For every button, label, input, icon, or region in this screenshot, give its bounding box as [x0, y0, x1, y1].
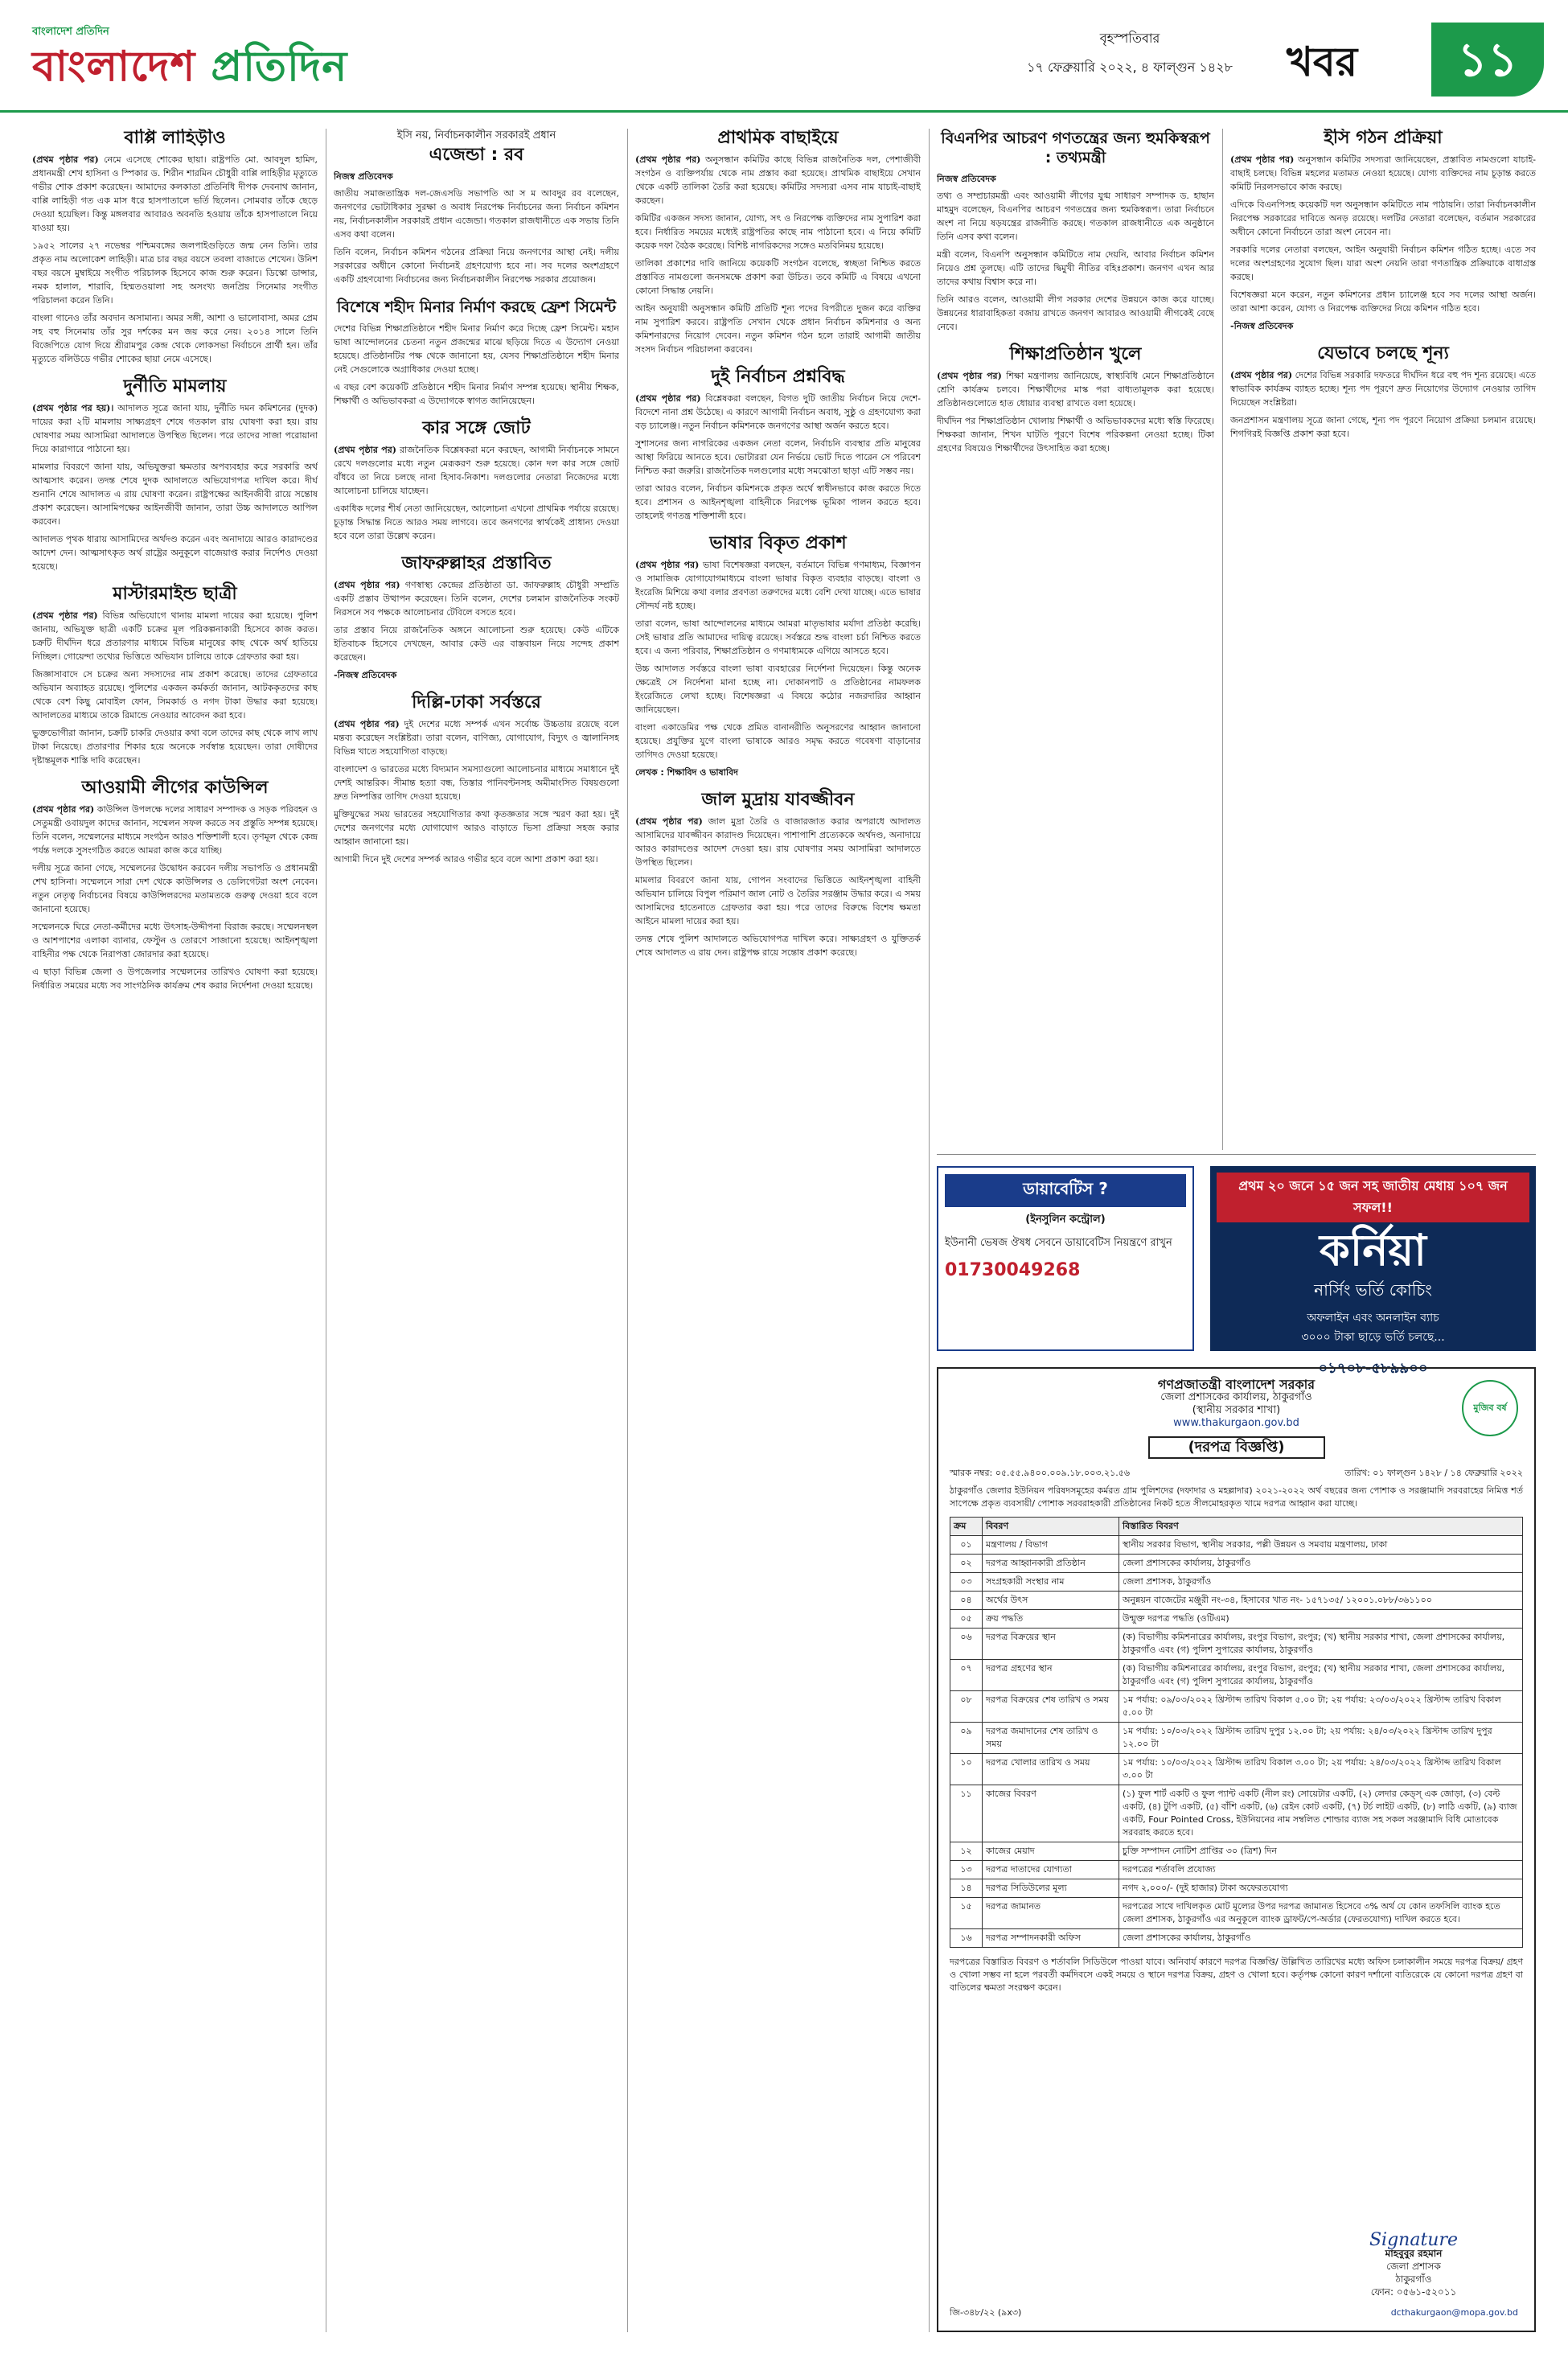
- story-paragraph: বাংলা গানেও তাঁর অবদান অসামান্য। অমর সঙ্গী, আশা ও ভালোবাসা, অমর প্রেম সহ বহু সিনেমায় তাঁর সুর দর্শকের মন জয় করে নেয়। ২০১৪ সালে তিনি বিজেপিতে যোগ দিয়ে শ্রীরামপুর কেন্দ্র থেকে লোকসভা নির্বাচনে প্রার্থী হন। তাঁর মৃত্যুতে বলিউডে গভীর শোকের ছায়া নেমে এসেছে।: [32, 313, 318, 364]
- tender-cell-sl: ০৯: [950, 1723, 983, 1754]
- logo-word-b: প্রতিদিন: [211, 43, 348, 91]
- tender-cell-sl: ১০: [950, 1754, 983, 1785]
- story-text: বিশ্লেষকরা বলছেন, বিগত দুটি জাতীয় নির্বাচন নিয়ে দেশে-বিদেশে নানা প্রশ্ন উঠেছে। এ কারণে আগামী নির্বাচন অবাধ, সুষ্ঠু ও গ্রহণযোগ্য করা বড় চ্যালেঞ্জ। নতুন নির্বাচন কমিশনকে জনগণের আস্থা অর্জন করতে হবে।: [635, 393, 921, 431]
- tender-office: জেলা প্রশাসকের কার্যালয়, ঠাকুরগাঁও: [1160, 1391, 1312, 1403]
- tender-gd-number: জি-৩৪৮/২২ (৯x৩): [950, 2307, 1022, 2318]
- story-text: কাউন্সিল উপলক্ষে দলের সাধারণ সম্পাদক ও সড়ক পরিবহন ও সেতুমন্ত্রী ওবায়দুল কাদের জানান, সম্মেলন সফল করতে সব প্রস্তুতি সম্পন্ন হয়েছে। তিনি বলেন, সম্মেলনের মাধ্যমে সংগঠন আরও শক্তিশালী হবে। তৃণমূল থেকে কেন্দ্র পর্যন্ত দলকে সুসংগঠিত করতে আমরা কাজ করে যাচ্ছি।: [32, 804, 318, 856]
- story-text: শিক্ষা মন্ত্রণালয় জানিয়েছে, স্বাস্থ্যবিধি মেনে শিক্ষাপ্রতিষ্ঠানে শ্রেণি কার্যক্রম চলবে। শিক্ষার্থীদের মাস্ক পরা বাধ্যতামূলক করা হয়েছে। প্রতিষ্ঠানগুলোতে হাত ধোয়ার ব্যবস্থা রাখতে বলা হয়েছে।: [937, 371, 1214, 409]
- story-jump-label: (প্রথম পৃষ্ঠার পর): [334, 719, 400, 729]
- tender-title: (দরপত্র বিজ্ঞপ্তি): [1148, 1436, 1325, 1459]
- ad-diabetes-text: ইউনানী ভেষজ ঔষধ সেবনে ডায়াবেটিস নিয়ন্ত্রণে রাখুন: [945, 1237, 1172, 1249]
- tender-cell-detail: (ক) বিভাগীয় কমিশনারের কার্যালয়, রংপুর বিভাগ, রংপুর; (খ) স্থানীয় সরকার শাখা, জেলা প্রশাসকের কার্যালয়, ঠাকুরগাঁও এবং (গ) পুলিশ সুপারের কার্যালয়, ঠাকুরগাঁও: [1119, 1660, 1523, 1691]
- story-jump-label: (প্রথম পৃষ্ঠার পর হয়)।: [32, 403, 114, 413]
- masthead: [0, 0, 1568, 113]
- signatory-place: ঠাকুরগাঁও: [1395, 2273, 1432, 2285]
- story-jump-label: (প্রথম পৃষ্ঠার পর): [937, 371, 1002, 381]
- tender-cell-item: সংগ্রহকারী সংস্থার নাম: [983, 1573, 1119, 1592]
- tender-cell-detail: ১ম পর্যায়: ০৯/০৩/২০২২ খ্রিস্টাব্দ তারিখ বিকাল ৫.০০ টা; ২য় পর্যায়: ২৩/০৩/২০২২ খ্রিস্টাব্দ তারিখ বিকাল ৫.০০ টা: [1119, 1691, 1523, 1723]
- ad-diabetes[interactable]: [937, 1166, 1194, 1351]
- mujib-borsho-seal: মুজিব বর্ষ: [1462, 1380, 1518, 1436]
- logo-tagline: বাংলাদেশ প্রতিদিন: [32, 26, 109, 38]
- story-counterfeit-currency: [635, 791, 921, 959]
- story-paragraph: [32, 153, 318, 235]
- tender-cell-item: দরপত্র সম্পাদনকারী অফিস: [983, 1929, 1119, 1948]
- story-paragraph: এ ছাড়া বিভিন্ন জেলা ও উপজেলার সম্মেলনের তারিখও ঘোষণা করা হয়েছে। নির্ধারিত সময়ের মধ্যে সব সাংগঠনিক কার্যক্রম শেষ করার নির্দেশনা দেওয়া হয়েছে।: [32, 967, 318, 991]
- tender-col-serial: ক্রম: [950, 1518, 983, 1536]
- story-byline: -নিজস্ব প্রতিবেদক: [334, 670, 397, 680]
- tender-website-link[interactable]: www.thakurgaon.gov.bd: [1173, 1417, 1299, 1429]
- story-headline: প্রাথমিক বাছাইয়ে: [717, 129, 839, 148]
- tender-cell-item: অর্থের উৎস: [983, 1592, 1119, 1610]
- story-text: রাজনৈতিক বিশ্লেষকরা মনে করছেন, আগামী নির্বাচনকে সামনে রেখে দলগুলোর মধ্যে নতুন মেরূকরণ শুরু হয়েছে। কোন দল কার সঙ্গে জোট বাঁধবে তা নিয়ে চলছে নানা হিসাব-নিকাশ। দলগুলোর নেতারা নিজেদের মধ্যে আলোচনা চালিয়ে যাচ্ছেন।: [334, 445, 619, 496]
- story-paragraph: দীর্ঘদিন পর শিক্ষাপ্রতিষ্ঠান খোলায় শিক্ষার্থী ও অভিভাবকদের মধ্যে স্বস্তি ফিরেছে। শিক্ষকরা জানান, শিখন ঘাটতি পূরণে বিশেষ পরিকল্পনা নেওয়া হচ্ছে। টিকা গ্রহণের বিষয়েও শিক্ষার্থীদের উৎসাহিত করা হচ্ছে।: [937, 416, 1214, 454]
- tender-cell-item: দরপত্র খোলার তারিখ ও সময়: [983, 1754, 1119, 1785]
- tender-cell-item: দরপত্র সিডিউলের মূল্য: [983, 1879, 1119, 1898]
- story-mastermind-student: [32, 585, 318, 767]
- story-paragraph: তথ্য ও সম্প্রচারমন্ত্রী এবং আওয়ামী লীগের যুগ্ম সাধারণ সম্পাদক ড. হাছান মাহমুদ বলেছেন, বিএনপির আচরণ গণতন্ত্রের জন্য হুমকিস্বরূপ। তারা নির্বাচনে অংশ না নিয়ে ষড়যন্ত্রের রাজনীতি করছে। গতকাল রাজধানীতে এক অনুষ্ঠানে তিনি এসব কথা বলেন।: [937, 191, 1214, 242]
- story-paragraph: ভুক্তভোগীরা জানান, চক্রটি চাকরি দেওয়ার কথা বলে তাদের কাছ থেকে লাখ লাখ টাকা নিয়েছে। প্রতারণার শিকার হয়ে অনেকে সর্বস্বান্ত হয়েছেন। তারা দোষীদের দৃষ্টান্তমূলক শাস্তি দাবি করেছেন।: [32, 728, 318, 766]
- story-byline: -নিজস্ব প্রতিবেদক: [1230, 321, 1294, 331]
- story-paragraph: ১৯৫২ সালের ২৭ নভেম্বর পশ্চিমবঙ্গের জলপাইগুড়িতে জন্ম নেন তিনি। তার প্রকৃত নাম অলোকেশ লাহিড়ী। মাত্র চার বছর বয়সে তবলা বাজাতে শেখেন। উনিশ বছর বয়সে মুম্বাইয়ে সংগীত পরিচালক হিসেবে কাজ শুরু করেন। ডিস্কো ডান্সার, নমক হালাল, শারাবি, হিম্মতওয়ালা সহ অসংখ্য জনপ্রিয় সিনেমার সংগীত পরিচালনা করেন তিনি।: [32, 240, 318, 306]
- story-vacancies: [1230, 344, 1536, 441]
- ad-karnia-fee: ৩০০০ টাকা ছাড়ে ভর্তি চলছে...: [1301, 1331, 1445, 1344]
- tender-cell-sl: ১২: [950, 1842, 983, 1861]
- dateline: [997, 24, 1262, 97]
- tender-col-item: বিবরণ: [983, 1518, 1119, 1536]
- story-paragraph: জিজ্ঞাসাবাদে সে চক্রের অন্য সদস্যদের নাম প্রকাশ করেছে। তাদের গ্রেফতারে অভিযান অব্যাহত রয়েছে। পুলিশের একজন কর্মকর্তা জানান, আটককৃতদের কাছ থেকে বেশ কিছু মোবাইল ফোন, সিমকার্ড ও নগদ টাকা উদ্ধার করা হয়েছে। আদালতের মাধ্যমে তাকে রিমান্ডে নেওয়ার আবেদন করা হবে।: [32, 669, 318, 721]
- tender-date-label: তারিখ:: [1344, 1468, 1370, 1478]
- story-paragraph: [635, 392, 921, 433]
- logo-word-a: বাংলাদেশ: [32, 43, 196, 91]
- story-paragraph: দলীয় সূত্রে জানা গেছে, সম্মেলনের উদ্বোধন করবেন দলীয় সভাপতি ও প্রধানমন্ত্রী শেখ হাসিনা। সম্মেলনে সারা দেশ থেকে কাউন্সিলর ও ডেলিগেটরা অংশ নেবেন। নতুন নেতৃত্ব নির্বাচনের বিষয়ে কাউন্সিলরদের মতামতকে গুরুত্ব দেওয়া হবে বলে জানানো হয়েছে।: [32, 863, 318, 914]
- tender-cell-sl: ০৫: [950, 1610, 983, 1629]
- column-5: [1230, 129, 1536, 1158]
- story-headline: বিশেষে শহীদ মিনার নির্মাণ করছে ফ্রেশ সিমেন্ট: [336, 298, 617, 316]
- tender-cell-item: দরপত্র আহ্বানকারী প্রতিষ্ঠান: [983, 1555, 1119, 1573]
- tender-date: তারিখ: ০১ ফাল্গুন ১৪২৮ / ১৪ ফেব্রুয়ারি ২০২২: [1344, 1468, 1523, 1478]
- tender-table-row: [950, 1754, 1523, 1785]
- story-paragraph: দেশের বিভিন্ন শিক্ষাপ্রতিষ্ঠানে শহীদ মিনার নির্মাণ করে দিচ্ছে ফ্রেশ সিমেন্ট। মহান ভাষা আন্দোলনের চেতনা নতুন প্রজন্মের মাঝে ছড়িয়ে দিতে এ উদ্যোগ নেওয়া হয়েছে। প্রতিষ্ঠানটির পক্ষ থেকে জানানো হয়, যেসব শিক্ষাপ্রতিষ্ঠানে শহীদ মিনার নেই সেগুলোকে অগ্রাধিকার দেওয়া হচ্ছে।: [334, 323, 619, 375]
- story-jump-label: (প্রথম পৃষ্ঠার পর): [635, 154, 701, 165]
- signatory-title: জেলা প্রশাসক: [1386, 2261, 1441, 2272]
- tender-cell-detail: নগদ ২,০০০/- (দুই হাজার) টাকা অফেরতযোগ্য: [1119, 1879, 1523, 1898]
- story-headline: ইসি গঠন প্রক্রিয়া: [1324, 129, 1443, 148]
- story-text: নেমে এসেছে শোকের ছায়া। রাষ্ট্রপতি মো. আবদুল হামিদ, প্রধানমন্ত্রী শেখ হাসিনা ও স্পিকার ড. শিরীন শারমিন চৌধুরী বাপ্পি লাহিড়ীর মৃত্যুতে গভীর শোক প্রকাশ করেছেন। আমাদের কলকাতা প্রতিনিধি দীপক দেবনাথ জানান, বাপ্পি লাহিড়ী গত এক মাস ধরে হাসপাতালে ভর্তি ছিলেন। সোমবার তাঁকে ছেড়ে দেওয়া হয়েছিল। কিন্তু মঙ্গলবার আবারও অবনতি হওয়ায় তাঁকে হাসপাতালে নিয়ে যাওয়া হয়।: [32, 154, 318, 233]
- story-headline: দুর্নীতি মামলায়: [123, 376, 227, 396]
- tender-cell-sl: ১৬: [950, 1929, 983, 1948]
- story-paragraph: সম্মেলনকে ঘিরে নেতা-কর্মীদের মধ্যে উৎসাহ-উদ্দীপনা বিরাজ করছে। সম্মেলনস্থল ও আশপাশের এলাকা ব্যানার, ফেস্টুন ও তোরণে সাজানো হয়েছে। আইনশৃঙ্খলা বাহিনীর পক্ষ থেকে নিরাপত্তা জোরদার করা হয়েছে।: [32, 922, 318, 959]
- tender-government: গণপ্রজাতন্ত্রী বাংলাদেশ সরকার: [1157, 1377, 1316, 1392]
- tender-reference-row: [950, 1467, 1523, 1480]
- column-divider: [627, 129, 628, 2332]
- tender-signature-block: [1309, 2230, 1518, 2298]
- tender-cell-detail: (ক) বিভাগীয় কমিশনারের কার্যালয়, রংপুর বিভাগ, রংপুর; (খ) স্থানীয় সরকার শাখা, জেলা প্রশাসকের কার্যালয়, ঠাকুরগাঁও এবং (গ) পুলিশ সুপারের কার্যালয়, ঠাকুরগাঁও: [1119, 1629, 1523, 1660]
- ad-karnia-coaching[interactable]: [1210, 1166, 1536, 1377]
- story-jump-label: (প্রথম পৃষ্ঠার পর): [32, 154, 99, 165]
- story-rob-agenda: [334, 129, 619, 286]
- tender-intro: ঠাকুরগাঁও জেলার ইউনিয়ন পরিষদসমূহের কর্মরত গ্রাম পুলিশদের (দফাদার ও মহল্লাদার) ২০২১-২০২২ অর্থ বছরের জন্য পোশাক ও সরঞ্জামাদি সরবরাহের নিমিত্ত শর্ত সাপেক্ষে প্রকৃত ব্যবসায়ী/ পোশাক সরবরাহকারী প্রতিষ্ঠানের নিকট হতে সীলমোহরকৃত খামে দরপত্র আহ্বান করা যাচ্ছে।: [950, 1485, 1523, 1509]
- tender-table-row: [950, 1573, 1523, 1592]
- column-2: [334, 129, 619, 2332]
- tender-cell-sl: ০৭: [950, 1660, 983, 1691]
- story-paragraph: জাতীয় সমাজতান্ত্রিক দল-জেএসডি সভাপতি আ স ম আবদুর রব বলেছেন, জনগণের ভোটাধিকার সুরক্ষা ও অবাধ নিরপেক্ষ নির্বাচনের জন্য নির্বাচন কমিশন নয়, নির্বাচনকালীন সরকারই প্রধান এজেন্ডা। গতকাল রাজধানীতে এক সভায় তিনি এসব কথা বলেন।: [334, 188, 619, 240]
- story-paragraph: [334, 443, 619, 498]
- tender-table-row: [950, 1629, 1523, 1660]
- story-jump-label: (প্রথম পৃষ্ঠার পর): [1230, 154, 1295, 165]
- column-1: [32, 129, 318, 2332]
- story-paragraph: তার প্রস্তাব নিয়ে রাজনৈতিক অঙ্গনে আলোচনা শুরু হয়েছে। কেউ এটিকে ইতিবাচক হিসেবে দেখছেন, আবার কেউ এর বাস্তবায়ন নিয়ে সন্দেহ প্রকাশ করেছেন।: [334, 625, 619, 663]
- tender-cell-item: কাজের মেয়াদ: [983, 1842, 1119, 1861]
- story-paragraph: উচ্চ আদালত সর্বস্তরে বাংলা ভাষা ব্যবহারের নির্দেশনা দিয়েছেন। কিন্তু অনেক ক্ষেত্রেই সে নির্দেশনা মানা হচ্ছে না। দোকানপাট ও প্রতিষ্ঠানের নামফলক ইংরেজিতে লেখা হচ্ছে। বিশেষজ্ঞরা এ বিষয়ে কঠোর নজরদারির আহ্বান জানিয়েছেন।: [635, 663, 921, 715]
- story-jump-label: (প্রথম পৃষ্ঠার পর): [32, 804, 95, 815]
- tender-table: [950, 1517, 1523, 1948]
- ad-karnia-brand: কর্নিয়া: [1320, 1225, 1426, 1275]
- tender-cell-detail: দরপত্রের সাথে দাখিলকৃত মোট মূল্যের উপর দরপত্র জামানত হিসেবে ৩% অর্থ যে কোন তফসিলি ব্যাংক হতে জেলা প্রশাসক, ঠাকুরগাঁও এর অনুকূলে ব্যাংক ড্রাফট/পে-অর্ডার (ফেরতযোগ্য) দাখিল করতে হবে।: [1119, 1898, 1523, 1929]
- story-paragraph: এদিকে বিএনপিসহ কয়েকটি দল অনুসন্ধান কমিটিতে নাম পাঠায়নি। তারা নির্বাচনকালীন নিরপেক্ষ সরকারের দাবিতে অনড় রয়েছে। দলটির নেতারা বলেছেন, বর্তমান সরকারের অধীনে কোনো নির্বাচনে তারা অংশ নেবেন না।: [1230, 199, 1536, 237]
- tender-cell-sl: ১৫: [950, 1898, 983, 1929]
- ad-karnia-badge: প্রথম ২০ জনে ১৫ জন সহ জাতীয় মেধায় ১০৭ জন সফল!!: [1217, 1173, 1529, 1222]
- column-4: [937, 129, 1214, 1158]
- column-divider: [1222, 129, 1223, 1150]
- story-byline: লেখক : শিক্ষাবিদ ও ভাষাবিদ: [635, 767, 738, 778]
- tender-cell-detail: জেলা প্রশাসকের কার্যালয়, ঠাকুরগাঁও: [1119, 1555, 1523, 1573]
- tender-cell-item: ক্রয় পদ্ধতি: [983, 1610, 1119, 1629]
- story-paragraph: [1230, 368, 1536, 409]
- tender-cell-sl: ০৬: [950, 1629, 983, 1660]
- story-paragraph: তিনি বলেন, নির্বাচন কমিশন গঠনের প্রক্রিয়া নিয়ে জনগণের আস্থা নেই। দলীয় সরকারের অধীনে কোনো নির্বাচনই গ্রহণযোগ্য হবে না। সব দলের অংশগ্রহণে একটি গ্রহণযোগ্য নির্বাচনের জন্য নির্বাচনকালীন নিরপেক্ষ সরকার প্রয়োজন।: [334, 247, 619, 285]
- story-language-distortion: [635, 534, 921, 779]
- story-zafrullah-proposal: [334, 554, 619, 682]
- story-byline: নিজস্ব প্রতিবেদক: [937, 174, 996, 184]
- tender-cell-sl: ১৪: [950, 1879, 983, 1898]
- ad-karnia-mode: অফলাইন এবং অনলাইন ব্যাচ: [1307, 1312, 1439, 1325]
- story-headline: যেভাবে চলছে শূন্য: [1317, 343, 1449, 363]
- story-headline: জাফরুল্লাহর প্রস্তাবিত: [401, 553, 552, 573]
- tender-cell-item: দরপত্র গ্রহণের স্থান: [983, 1660, 1119, 1691]
- story-paragraph: বিশেষজ্ঞরা মনে করেন, নতুন কমিশনের প্রধান চ্যালেঞ্জ হবে সব দলের আস্থা অর্জন। তারা আশা করেন, যোগ্য ও নিরপেক্ষ ব্যক্তিদের নিয়ে কমিশন গঠিত হবে।: [1230, 290, 1536, 314]
- story-paragraph: জনপ্রশাসন মন্ত্রণালয় সূত্রে জানা গেছে, শূন্য পদ পূরণে নিয়োগ প্রক্রিয়া চলমান রয়েছে। শিগগিরই বিজ্ঞপ্তি প্রকাশ করা হবে।: [1230, 415, 1536, 439]
- story-text: গণস্বাস্থ্য কেন্দ্রের প্রতিষ্ঠাতা ডা. জাফরুল্লাহ চৌধুরী সম্প্রতি একটি প্রস্তাব উত্থাপন করেছেন। তিনি বলেন, দেশের চলমান রাজনৈতিক সংকট নিরসনে সব পক্ষকে আলোচনার টেবিলে বসতে হবে।: [334, 580, 619, 618]
- dateline-date: ১৭ ফেব্রুয়ারি ২০২২, ৪ ফাল্গুন ১৪২৮: [1027, 60, 1233, 75]
- story-paragraph: বাংলাদেশ ও ভারতের মধ্যে বিদ্যমান সমস্যাগুলো আলোচনার মাধ্যমে সমাধানে দুই দেশই আন্তরিক। সীমান্ত হত্যা বন্ধ, তিস্তার পানিবণ্টনসহ অমীমাংসিত বিষয়গুলো দ্রুত নিষ্পত্তির তাগিদ দেওয়া হয়েছে।: [334, 764, 619, 802]
- ad-diabetes-sub: (ইনসুলিন কন্ট্রোল): [1025, 1214, 1106, 1226]
- tender-cell-detail: জেলা প্রশাসকের কার্যালয়, ঠাকুরগাঁও: [1119, 1929, 1523, 1948]
- tender-table-row: [950, 1842, 1523, 1861]
- story-awami-league-council: [32, 778, 318, 992]
- tender-cell-detail: উন্মুক্ত দরপত্র পদ্ধতি (ওটিএম): [1119, 1610, 1523, 1629]
- tender-table-row: [950, 1592, 1523, 1610]
- tender-cell-item: দরপত্র বিক্রয়ের স্থান: [983, 1629, 1119, 1660]
- ad-karnia-phone[interactable]: ০১৭০৮-৫৮৯৯০০: [1217, 1353, 1529, 1385]
- tender-date-gregorian: ১৪ ফেব্রুয়ারি ২০২২: [1450, 1468, 1523, 1478]
- story-paragraph: [334, 717, 619, 758]
- story-information-minister: [937, 129, 1214, 334]
- story-text: ভাষা বিশেষজ্ঞরা বলছেন, বর্তমানে বিভিন্ন গণমাধ্যম, বিজ্ঞাপন ও সামাজিক যোগাযোগমাধ্যমে বাংলা ভাষার বিকৃত ব্যবহার বাড়ছে। বাংলা ও ইংরেজি মিশিয়ে কথা বলার প্রবণতা তরুণদের মধ্যে বেশি দেখা যাচ্ছে। এতে ভাষার সৌন্দর্য নষ্ট হচ্ছে।: [635, 560, 921, 611]
- story-headline: মাস্টারমাইন্ড ছাত্রী: [113, 584, 237, 604]
- tender-cell-detail: (১) ফুল শার্ট একটি ও ফুল প্যান্ট একটি (নীল রং) সোয়েটার একটি, (২) লেদার কেড্‌স্‌ এক জোড়া, (৩) বেল্ট একটি, (৪) টুপি একটি, (৫) বাঁশি একটি, (৬) রেইন কোট একটি, (৭) টর্চ লাইট একটি, (৮) লাঠি একটি, (৯) ব্যাজ একটি, Four Pointed Cross, ইউনিয়নের নাম সম্বলিত শোল্ডার ব্যাজ সহ সকল সরঞ্জামাদি বিধি মোতাবেক সরবরাহ করতে হবে।: [1119, 1785, 1523, 1842]
- tender-table-row: [950, 1879, 1523, 1898]
- tender-table-row: [950, 1785, 1523, 1842]
- story-kicker: ইসি নয়, নির্বাচনকালীন সরকারই প্রধান: [396, 129, 556, 142]
- story-paragraph: এ বছর বেশ কয়েকটি প্রতিষ্ঠানে শহীদ মিনার নির্মাণ সম্পন্ন হয়েছে। স্থানীয় শিক্ষক, শিক্ষার্থী ও অভিভাবকরা এ উদ্যোগকে স্বাগত জানিয়েছেন।: [334, 382, 619, 406]
- story-paragraph: [635, 815, 921, 869]
- story-jump-label: (প্রথম পৃষ্ঠার পর): [334, 580, 400, 590]
- tender-cell-detail: চুক্তি সম্পাদন নোটিশ প্রাপ্তির ৩০ (ত্রিশ) দিন: [1119, 1842, 1523, 1861]
- story-alliance: [334, 419, 619, 543]
- story-paragraph: [32, 401, 318, 456]
- story-text: দুই দেশের মধ্যে সম্পর্ক এখন সর্বোচ্চ উচ্চতায় রয়েছে বলে মন্তব্য করেছেন সংশ্লিষ্টরা। তারা বলেন, বাণিজ্য, যোগাযোগ, বিদ্যুৎ ও জ্বালানিসহ বিভিন্ন খাতে সহযোগিতা বাড়ছে।: [334, 719, 619, 757]
- story-paragraph: তদন্ত শেষে পুলিশ আদালতে অভিযোগপত্র দাখিল করে। সাক্ষ্যগ্রহণ ও যুক্তিতর্ক শেষে আদালত এ রায় দেন। রাষ্ট্রপক্ষ রায়ে সন্তোষ প্রকাশ করেছে।: [635, 934, 921, 958]
- story-headline: দুই নির্বাচন প্রশ্নবিদ্ধ: [711, 367, 845, 387]
- story-paragraph: মুক্তিযুদ্ধের সময় ভারতের সহযোগিতার কথা কৃতজ্ঞতার সঙ্গে স্মরণ করা হয়। দুই দেশের জনগণের মধ্যে যোগাযোগ আরও বাড়াতে ভিসা প্রক্রিয়া সহজ করার আহ্বান জানানো হয়।: [334, 809, 619, 847]
- story-ec-formation: [1230, 129, 1536, 333]
- newspaper-logo: [32, 24, 450, 97]
- logo-wordmark: [32, 41, 450, 92]
- story-headline: বিএনপির আচরণ গণতন্ত্রের জন্য হুমকিস্বরূপ : তথ্যমন্ত্রী: [941, 129, 1210, 166]
- story-corruption-case: [32, 377, 318, 573]
- story-headline: এজেন্ডা : রব: [429, 145, 524, 165]
- signatory-phone: ফোন: ০৫৬১-৫২০১১: [1370, 2286, 1457, 2298]
- story-paragraph: তালিকা প্রকাশের দাবি জানিয়ে কয়েকটি সংগঠন বলেছে, স্বচ্ছতা নিশ্চিত করতে প্রস্তাবিত নামগুলো জনসমক্ষে প্রকাশ করা উচিত। তবে কমিটি এ বিষয়ে এখনো কোনো সিদ্ধান্ত নেয়নি।: [635, 258, 921, 296]
- story-paragraph: কমিটির একজন সদস্য জানান, যোগ্য, সৎ ও নিরপেক্ষ ব্যক্তিদের নাম সুপারিশ করা হবে। নির্ধারিত সময়ের মধ্যেই রাষ্ট্রপতির কাছে নাম পাঠানো হবে। এ নিয়ে কমিটি কয়েক দফা বৈঠক করেছে। বিশিষ্ট নাগরিকদের সঙ্গেও মতবিনিময় হয়েছে।: [635, 213, 921, 251]
- story-paragraph: সরকারি দলের নেতারা বলছেন, আইন অনুযায়ী নির্বাচন কমিশন গঠিত হচ্ছে। এতে সব দলের অংশগ্রহণের সুযোগ ছিল। যারা অংশ নেয়নি তারা গণতান্ত্রিক প্রক্রিয়াকে বাধাগ্রস্ত করছে।: [1230, 244, 1536, 282]
- tender-cell-sl: ১১: [950, 1785, 983, 1842]
- story-headline: ভাষার বিকৃত প্রকাশ: [709, 533, 847, 553]
- tender-cell-item: দরপত্র দাতাদের যোগ্যতা: [983, 1861, 1119, 1879]
- tender-cell-sl: ০৪: [950, 1592, 983, 1610]
- tender-table-row: [950, 1898, 1523, 1929]
- story-paragraph: [334, 578, 619, 619]
- story-text: অনুসন্ধান কমিটির কাছে বিভিন্ন রাজনৈতিক দল, পেশাজীবী সংগঠন ও ব্যক্তিপর্যায় থেকে নাম প্রস্তাব করা হয়েছে। প্রাথমিক বাছাইয়ে সেখান থেকে একটি তালিকা তৈরি করা হয়েছে। কমিটির সদস্যরা এসব নাম যাচাই-বাছাই করছেন।: [635, 154, 921, 206]
- tender-cell-item: দরপত্র জমাদানের শেষ তারিখ ও সময়: [983, 1723, 1119, 1754]
- tender-cell-item: কাজের বিবরণ: [983, 1785, 1119, 1842]
- column-divider: [929, 129, 930, 2332]
- story-jump-label: (প্রথম পৃষ্ঠার পর): [32, 610, 98, 621]
- story-two-elections: [635, 368, 921, 523]
- story-jump-label: (প্রথম পৃষ্ঠার পর): [635, 393, 701, 404]
- story-paragraph: [635, 153, 921, 207]
- tender-table-row: [950, 1610, 1523, 1629]
- story-paragraph: তারা আরও বলেন, নির্বাচন কমিশনকে প্রকৃত অর্থে স্বাধীনভাবে কাজ করতে দিতে হবে। প্রশাসন ও আইনশৃঙ্খলা বাহিনীকে নিরপেক্ষ ভূমিকা পালন করতে হবে। তাহলেই গণতন্ত্র শক্তিশালী হবে।: [635, 483, 921, 521]
- section-divider: [937, 1154, 1536, 1155]
- tender-footer: দরপত্রের বিস্তারিত বিবরণ ও শর্তাবলি সিডিউলে পাওয়া যাবে। অনিবার্য কারণে দরপত্র বিজ্ঞপ্তি/ উল্লিখিত তারিখের মধ্যে অফিস চলাকালীন সময়ে দরপত্র বিক্রয়/ গ্রহণ ও খোলা সম্ভব না হলে পরবর্তী কর্মদিবসে একই সময়ে ও স্থানে দরপত্র বিক্রয়, গ্রহণ ও খোলা হবে। কর্তৃপক্ষ কোনো কারণ দর্শানো ব্যতিরেকে যে কোনো দরপত্র গ্রহণ বা বাতিলের ক্ষমতা সংরক্ষণ করেন।: [950, 1957, 1523, 1993]
- tender-cell-sl: ০২: [950, 1555, 983, 1573]
- story-paragraph: সুশাসনের জন্য নাগরিকের একজন নেতা বলেন, নির্বাচনি ব্যবস্থার প্রতি মানুষের আস্থা ফিরিয়ে আনতে হবে। ভোটাররা যেন নির্ভয়ে ভোট দিতে পারেন সে পরিবেশ নিশ্চিত করা জরুরি। রাজনৈতিক দলগুলোর মধ্যে সমঝোতা ছাড়া এটি সম্ভব নয়।: [635, 438, 921, 476]
- ad-diabetes-title: ডায়াবেটিস ?: [945, 1174, 1186, 1207]
- story-paragraph: একাধিক দলের শীর্ষ নেতা জানিয়েছেন, আলোচনা এখনো প্রাথমিক পর্যায়ে রয়েছে। চূড়ান্ত সিদ্ধান্ত নিতে আরও সময় লাগবে। তবে জনগণের স্বার্থকেই প্রাধান্য দেওয়া হবে বলে তারা উল্লেখ করেন।: [334, 503, 619, 541]
- story-delhi-dhaka: [334, 693, 619, 866]
- story-headline: আওয়ামী লীগের কাউন্সিল: [81, 778, 269, 798]
- story-paragraph: তিনি আরও বলেন, আওয়ামী লীগ সরকার দেশের উন্নয়নে কাজ করে যাচ্ছে। উন্নয়নের ধারাবাহিকতা বজায় রাখতে জনগণ আবারও আওয়ামী লীগকেই বেছে নেবে।: [937, 294, 1214, 332]
- tender-email-link[interactable]: dcthakurgaon@mopa.gov.bd: [1390, 2307, 1518, 2318]
- story-paragraph: মামলার বিবরণে জানা যায়, গোপন সংবাদের ভিত্তিতে আইনশৃঙ্খলা বাহিনী অভিযান চালিয়ে বিপুল পরিমাণ জাল নোট ও তৈরির সরঞ্জাম উদ্ধার করে। এ সময় আসামিদের হাতেনাতে গ্রেফতার করা হয়। পরে তাদের বিরুদ্ধে বিশেষ ক্ষমতা আইনে মামলা দায়ের করা হয়।: [635, 875, 921, 926]
- story-paragraph: আগামী দিনে দুই দেশের সম্পর্ক আরও গভীর হবে বলে আশা প্রকাশ করা হয়।: [334, 854, 598, 865]
- story-text: জাল মুদ্রা তৈরি ও বাজারজাত করার অপরাধে আদালত আসামিদের যাবজ্জীবন কারাদণ্ড দিয়েছেন। পাশাপাশি প্রত্যেককে অর্থদণ্ড, অনাদায়ে আরও কারাদণ্ডের আদেশ দেওয়া হয়। রায় ঘোষণার সময় আসামিরা আদালতে উপস্থিত ছিলেন।: [635, 816, 921, 868]
- story-paragraph: [635, 558, 921, 613]
- story-text: দেশের বিভিন্ন সরকারি দফতরে দীর্ঘদিন ধরে বহু পদ শূন্য রয়েছে। এতে স্বাভাবিক কার্যক্রম ব্যাহত হচ্ছে। শূন্য পদ পূরণে দ্রুত নিয়োগের উদ্যোগ নেওয়ার তাগিদ দিয়েছেন সংশ্লিষ্টরা।: [1230, 370, 1536, 408]
- tender-cell-detail: অনুন্নয়ন বাজেটের মঞ্জুরী নং-৩৪, হিসাবের খাত নং- ১৫৭১৩৫/ ১২০০১.০৮৮/৩৬১১০০: [1119, 1592, 1523, 1610]
- story-paragraph: [937, 369, 1214, 410]
- story-headline: জাল মুদ্রায় যাবজ্জীবন: [701, 790, 855, 810]
- tender-cell-detail: ১ম পর্যায়: ১০/০৩/২০২২ খ্রিস্টাব্দ তারিখ দুপুর ১২.০০ টা; ২য় পর্যায়: ২৪/০৩/২০২২ খ্রিস্টাব্দ তারিখ দুপুর ১২.০০ টা: [1119, 1723, 1523, 1754]
- story-schools-reopen: [937, 345, 1214, 455]
- story-paragraph: [32, 803, 318, 857]
- tender-cell-item: দরপত্র বিক্রয়ের শেষ তারিখ ও সময়: [983, 1691, 1119, 1723]
- tender-cell-detail: ১ম পর্যায়: ১০/০৩/২০২২ খ্রিস্টাব্দ তারিখ বিকাল ৩.০০ টা; ২য় পর্যায়: ২৪/০৩/২০২২ খ্রিস্টাব্দ তারিখ বিকাল ৩.০০ টা: [1119, 1754, 1523, 1785]
- story-text: অনুসন্ধান কমিটির সদস্যরা জানিয়েছেন, প্রস্তাবিত নামগুলো যাচাই-বাছাই চলছে। বিভিন্ন মহলের মতামত নেওয়া হয়েছে। যোগ্য ব্যক্তিদের নাম চূড়ান্ত করতে কমিটি নিরলসভাবে কাজ করছে।: [1230, 154, 1536, 192]
- story-jump-label: (প্রথম পৃষ্ঠার পর): [635, 816, 703, 827]
- story-headline: দিল্লি-ঢাকা সর্বস্তরে: [412, 692, 541, 713]
- story-text: আদালত সূত্রে জানা যায়, দুর্নীতি দমন কমিশনের (দুদক) দায়ের করা ২টি মামলায় সাক্ষ্যগ্রহণ শেষে গতকাল রায় ঘোষণা করা হয়। রায় ঘোষণার সময় আসামিরা আদালতে উপস্থিত ছিলেন। পরে তাদের সাজা পরোয়ানা দিয়ে কারাগারে পাঠানো হয়।: [32, 403, 318, 454]
- story-text: বিভিন্ন অভিযোগে থানায় মামলা দায়ের করা হয়েছে। পুলিশ জানায়, অভিযুক্ত ছাত্রী একটি চক্রের মূল পরিকল্পনাকারী হিসেবে কাজ করত। চক্রটি দীর্ঘদিন ধরে প্রতারণার মাধ্যমে বিভিন্ন মানুষের কাছ থেকে অর্থ হাতিয়ে নিচ্ছিল। গোয়েন্দা তথ্যের ভিত্তিতে অভিযান চালিয়ে তাকে গ্রেফতার করা হয়।: [32, 610, 318, 662]
- tender-table-row: [950, 1536, 1523, 1555]
- tender-cell-detail: জেলা প্রশাসক, ঠাকুরগাঁও: [1119, 1573, 1523, 1592]
- story-jump-label: (প্রথম পৃষ্ঠার পর): [635, 560, 700, 570]
- signatory-name: মাহবুবুর রহমান: [1385, 2248, 1443, 2259]
- tender-cell-sl: ০৩: [950, 1573, 983, 1592]
- tender-table-row: [950, 1929, 1523, 1948]
- ad-diabetes-phone[interactable]: 01730049268: [945, 1260, 1081, 1280]
- story-preliminary-selection: [635, 129, 921, 356]
- tender-cell-sl: ১৩: [950, 1861, 983, 1879]
- story-headline: শিক্ষাপ্রতিষ্ঠান খুলে: [1009, 344, 1142, 364]
- story-byline: নিজস্ব প্রতিবেদক: [334, 171, 393, 182]
- advertisement-area: [937, 1166, 1536, 1377]
- tender-date-bangla: ০১ ফাল্গুন ১৪২৮: [1373, 1468, 1442, 1478]
- section-label: খবর: [1287, 39, 1358, 85]
- story-headline: কার সঙ্গে জোট: [422, 418, 531, 438]
- column-3: [635, 129, 921, 2332]
- page-number: ১১: [1431, 23, 1544, 97]
- story-bappi-lahiri: [32, 129, 318, 366]
- tender-table-row: [950, 1660, 1523, 1691]
- story-jump-label: (প্রথম পৃষ্ঠার পর): [1230, 370, 1293, 380]
- tender-table-row: [950, 1861, 1523, 1879]
- story-headline: বাপ্পি লাহিড়ীও: [124, 129, 226, 148]
- story-paragraph: তারা বলেন, ভাষা আন্দোলনের মাধ্যমে আমরা মাতৃভাষার মর্যাদা প্রতিষ্ঠা করেছি। সেই ভাষার প্রতি আমাদের দায়িত্ব রয়েছে। সর্বস্তরে শুদ্ধ বাংলা চর্চা নিশ্চিত করতে হবে। এ জন্য পরিবার, শিক্ষাপ্রতিষ্ঠান ও গণমাধ্যমকে এগিয়ে আসতে হবে।: [635, 618, 921, 656]
- ad-karnia-sub: নার্সিং ভর্তি কোচিং: [1314, 1280, 1432, 1300]
- story-paragraph: [1230, 153, 1536, 194]
- story-paragraph: [32, 609, 318, 663]
- tender-notice: [937, 1367, 1536, 2332]
- story-shaheed-minar: [334, 298, 619, 408]
- tender-cell-item: মন্ত্রণালয় / বিভাগ: [983, 1536, 1119, 1555]
- tender-table-body: [950, 1536, 1523, 1948]
- story-paragraph: বাংলা একাডেমির পক্ষ থেকে প্রমিত বানানরীতি অনুসরণের আহ্বান জানানো হয়েছে। প্রযুক্তির যুগে বাংলা ভাষাকে আরও সমৃদ্ধ করতে গবেষণা বাড়ানোর তাগিদও দেওয়া হয়েছে।: [635, 722, 921, 760]
- tender-cell-sl: ০৮: [950, 1691, 983, 1723]
- tender-table-row: [950, 1555, 1523, 1573]
- tender-office-sub: (স্থানীয় সরকার শাখা): [1192, 1404, 1281, 1416]
- story-jump-label: (প্রথম পৃষ্ঠার পর): [334, 445, 396, 455]
- tender-cell-item: দরপত্র জামানত: [983, 1898, 1119, 1929]
- dateline-day: বৃহস্পতিবার: [1099, 31, 1160, 46]
- signature-mark: Signature: [1369, 2230, 1459, 2250]
- tender-cell-detail: দরপত্রের শর্তাবলি প্রযোজ্য: [1119, 1861, 1523, 1879]
- story-paragraph: মামলার বিবরণে জানা যায়, অভিযুক্তরা ক্ষমতার অপব্যবহার করে সরকারি অর্থ আত্মসাৎ করেন। তদন্ত শেষে দুদক আদালতে অভিযোগপত্র দাখিল করে। দীর্ঘ শুনানি শেষে আদালত এ রায় ঘোষণা করেন। রাষ্ট্রপক্ষের আইনজীবী রায়ে সন্তোষ প্রকাশ করেছেন। আসামিপক্ষের আইনজীবী জানান, তারা উচ্চ আদালতে আপিল করবেন।: [32, 462, 318, 527]
- tender-table-row: [950, 1723, 1523, 1754]
- story-paragraph: মন্ত্রী বলেন, বিএনপি অনুসন্ধান কমিটিতে নাম দেয়নি, আবার নির্বাচন কমিশন নিয়েও প্রশ্ন তুলছে। এটি তাদের দ্বিমুখী নীতির বহিঃপ্রকাশ। জনগণ এখন আর তাদের কথায় বিশ্বাস করে না।: [937, 249, 1214, 287]
- tender-cell-detail: স্থানীয় সরকার বিভাগ, স্থানীয় সরকার, পল্লী উন্নয়ন ও সমবায় মন্ত্রণালয়, ঢাকা: [1119, 1536, 1523, 1555]
- tender-table-header: [950, 1518, 1523, 1536]
- story-paragraph: আদালত পৃথক ধারায় আসামিদের অর্থদণ্ড করেন এবং অনাদায়ে আরও কারাদণ্ডের আদেশ দেন। আত্মসাৎকৃত অর্থ রাষ্ট্রের অনুকূলে বাজেয়াপ্ত করার নির্দেশও দেওয়া হয়েছে।: [32, 534, 318, 572]
- tender-cell-sl: ০১: [950, 1536, 983, 1555]
- story-paragraph: আইন অনুযায়ী অনুসন্ধান কমিটি প্রতিটি শূন্য পদের বিপরীতে দুজন করে ব্যক্তির নাম সুপারিশ করবে। রাষ্ট্রপতি সেখান থেকে প্রধান নির্বাচন কমিশনার ও অন্য কমিশনারদের নিয়োগ দেবেন। নতুন কমিশন গঠন হলে তারাই আগামী জাতীয় সংসদ নির্বাচন পরিচালনা করবেন।: [635, 303, 921, 355]
- tender-table-row: [950, 1691, 1523, 1723]
- tender-reference: স্মারক নম্বর: ০৫.৫৫.৯৪০০.০০৯.১৮.০০৩.২১.৫৬: [950, 1468, 1131, 1478]
- tender-col-detail: বিস্তারিত বিবরণ: [1119, 1518, 1523, 1536]
